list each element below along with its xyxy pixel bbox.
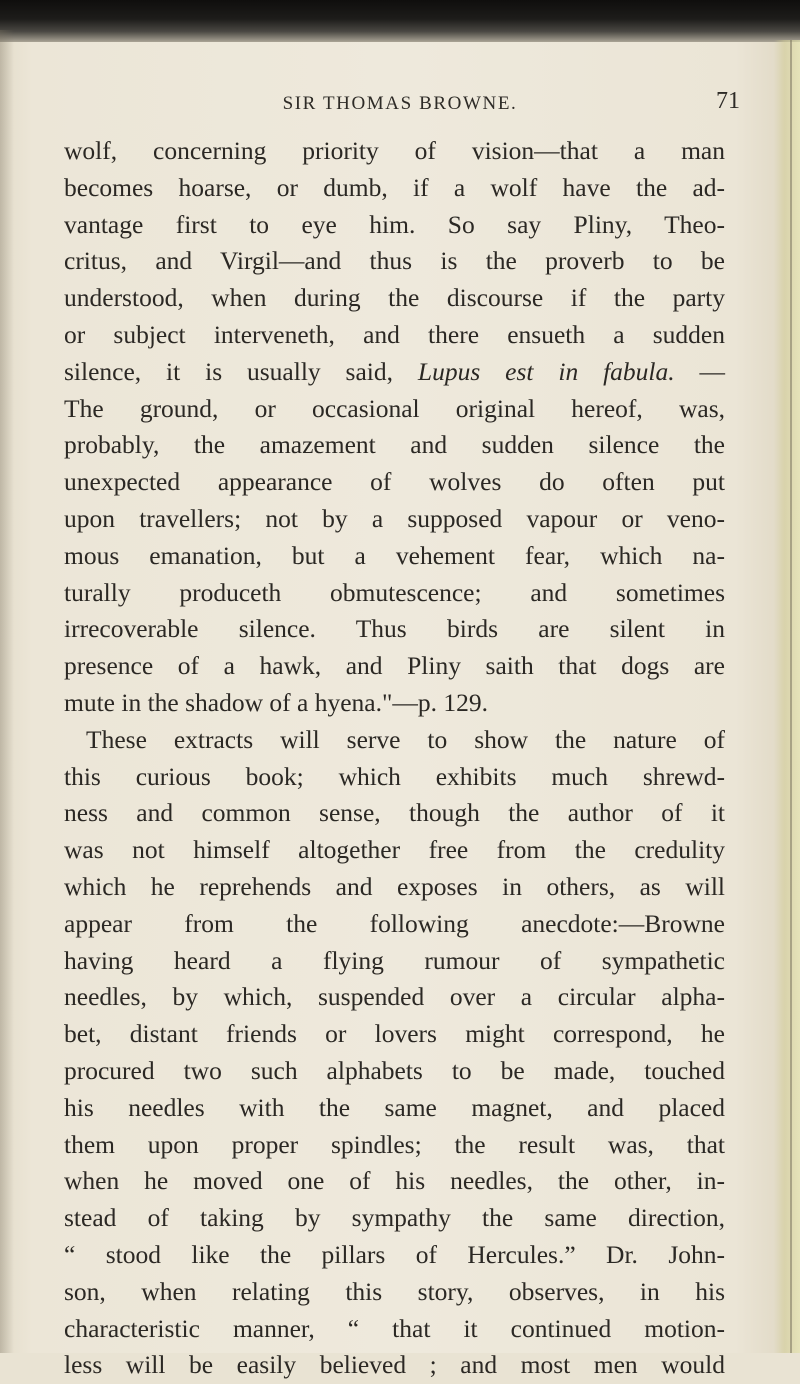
text-line: son, when relating this story, observes, in his [64, 1276, 725, 1306]
text-line: stead of taking by sympathy the same direction, [64, 1203, 725, 1233]
text-line: mous emanation, but a vehement fear, which na- [64, 540, 725, 570]
text-line: turally produceth obmutescence; and sometimes [64, 577, 725, 607]
body-text [64, 133, 725, 1384]
text-line: or subject interveneth, and there ensueth a sudden [64, 319, 725, 349]
gutter-shadow [0, 30, 14, 1353]
text-line: upon travellers; not by a supposed vapour or veno- [64, 503, 725, 533]
text-line: them upon proper spindles; the result was, that [64, 1129, 725, 1159]
scan-top-edge [0, 0, 800, 42]
text-line: was not himself altogether free from the credulity [64, 835, 725, 865]
text-line: mute in the shadow of a hyena."—p. 129. [64, 687, 488, 717]
text-line: The ground, or occasional original hereof, was, [64, 393, 725, 423]
text-line: “ stood like the pillars of Hercules.” Dr. John- [64, 1239, 725, 1269]
text-line: bet, distant friends or lovers might correspond, he [64, 1019, 725, 1049]
text-line: understood, when during the discourse if the party [64, 283, 725, 313]
text-line: wolf, concerning priority of vision—that a man [64, 136, 725, 165]
page-edge-line [790, 40, 792, 1353]
text-line: critus, and Virgil—and thus is the proverb to be [64, 246, 725, 276]
text-line: becomes hoarse, or dumb, if a wolf have the ad- [64, 172, 725, 202]
text-line: having heard a flying rumour of sympathetic [64, 945, 725, 975]
text-line: when he moved one of his needles, the other, in- [64, 1166, 725, 1196]
text-line: appear from the following anecdote:—Browne [64, 908, 725, 938]
text-line: characteristic manner, “ that it continued motion- [64, 1313, 725, 1343]
page-number: 71 [716, 88, 740, 114]
latin-phrase: Lupus est in fabula. [417, 356, 675, 386]
text-line: vantage first to eye him. So say Pliny, Theo- [64, 209, 725, 239]
text-line: unexpected appearance of wolves do often put [64, 467, 725, 497]
dash: — [674, 356, 726, 386]
text-line: this curious book; which exhibits much shrewd- [64, 761, 725, 791]
text-line: needles, by which, suspended over a circular alpha- [64, 982, 725, 1012]
text-line: which he reprehends and exposes in others, as will [64, 871, 725, 901]
paragraph-start: These extracts will serve to show the nature of [86, 724, 725, 754]
text-line: less will be easily believed ; and most men would [64, 1350, 725, 1380]
text-line: procured two such alphabets to be made, touched [64, 1055, 725, 1085]
text-line: his needles with the same magnet, and placed [64, 1092, 725, 1122]
text-line: irrecoverable silence. Thus birds are silent in [64, 614, 725, 644]
text-line-with-latin [64, 354, 725, 391]
running-head: SIR THOMAS BROWNE. [282, 93, 518, 114]
text-segment: silence, it is usually said, [64, 356, 394, 386]
text-line: ness and common sense, though the author of it [64, 798, 725, 828]
text-line: presence of a hawk, and Pliny saith that dogs are [64, 651, 725, 681]
page-right-edge [774, 40, 800, 1353]
text-line: probably, the amazement and sudden silence the [64, 430, 725, 460]
